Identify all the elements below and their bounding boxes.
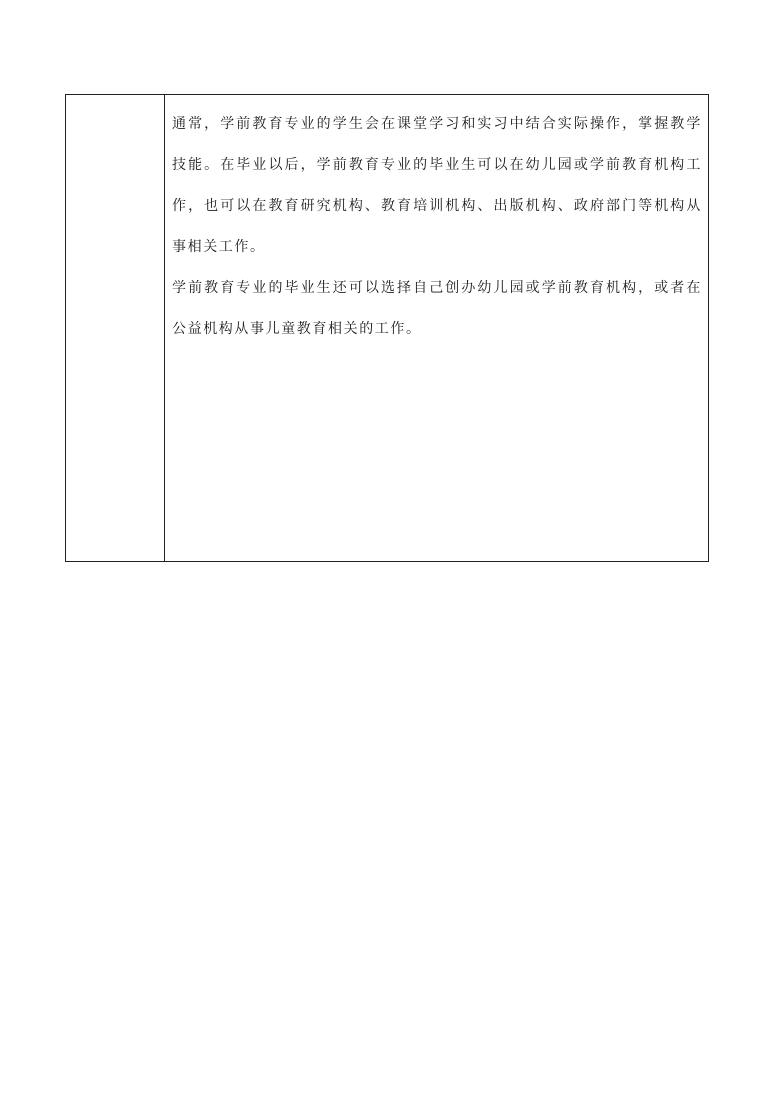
- table-content-cell: [165, 95, 708, 561]
- table-label-cell: [66, 95, 165, 561]
- paragraph-2: 学前教育专业的毕业生还可以选择自己创办幼儿园或学前教育机构，或者在公益机构从事儿童教育相关的工作。: [172, 280, 702, 337]
- paragraph-1: 通常，学前教育专业的学生会在课堂学习和实习中结合实际操作，掌握教学技能。在毕业以后，学前教育专业的毕业生可以在幼儿园或学前教育机构工作，也可以在教育研究机构、教育培训机构、出版机构、政府部门等机构从事相关工作。: [172, 116, 702, 255]
- document-table: [65, 94, 709, 562]
